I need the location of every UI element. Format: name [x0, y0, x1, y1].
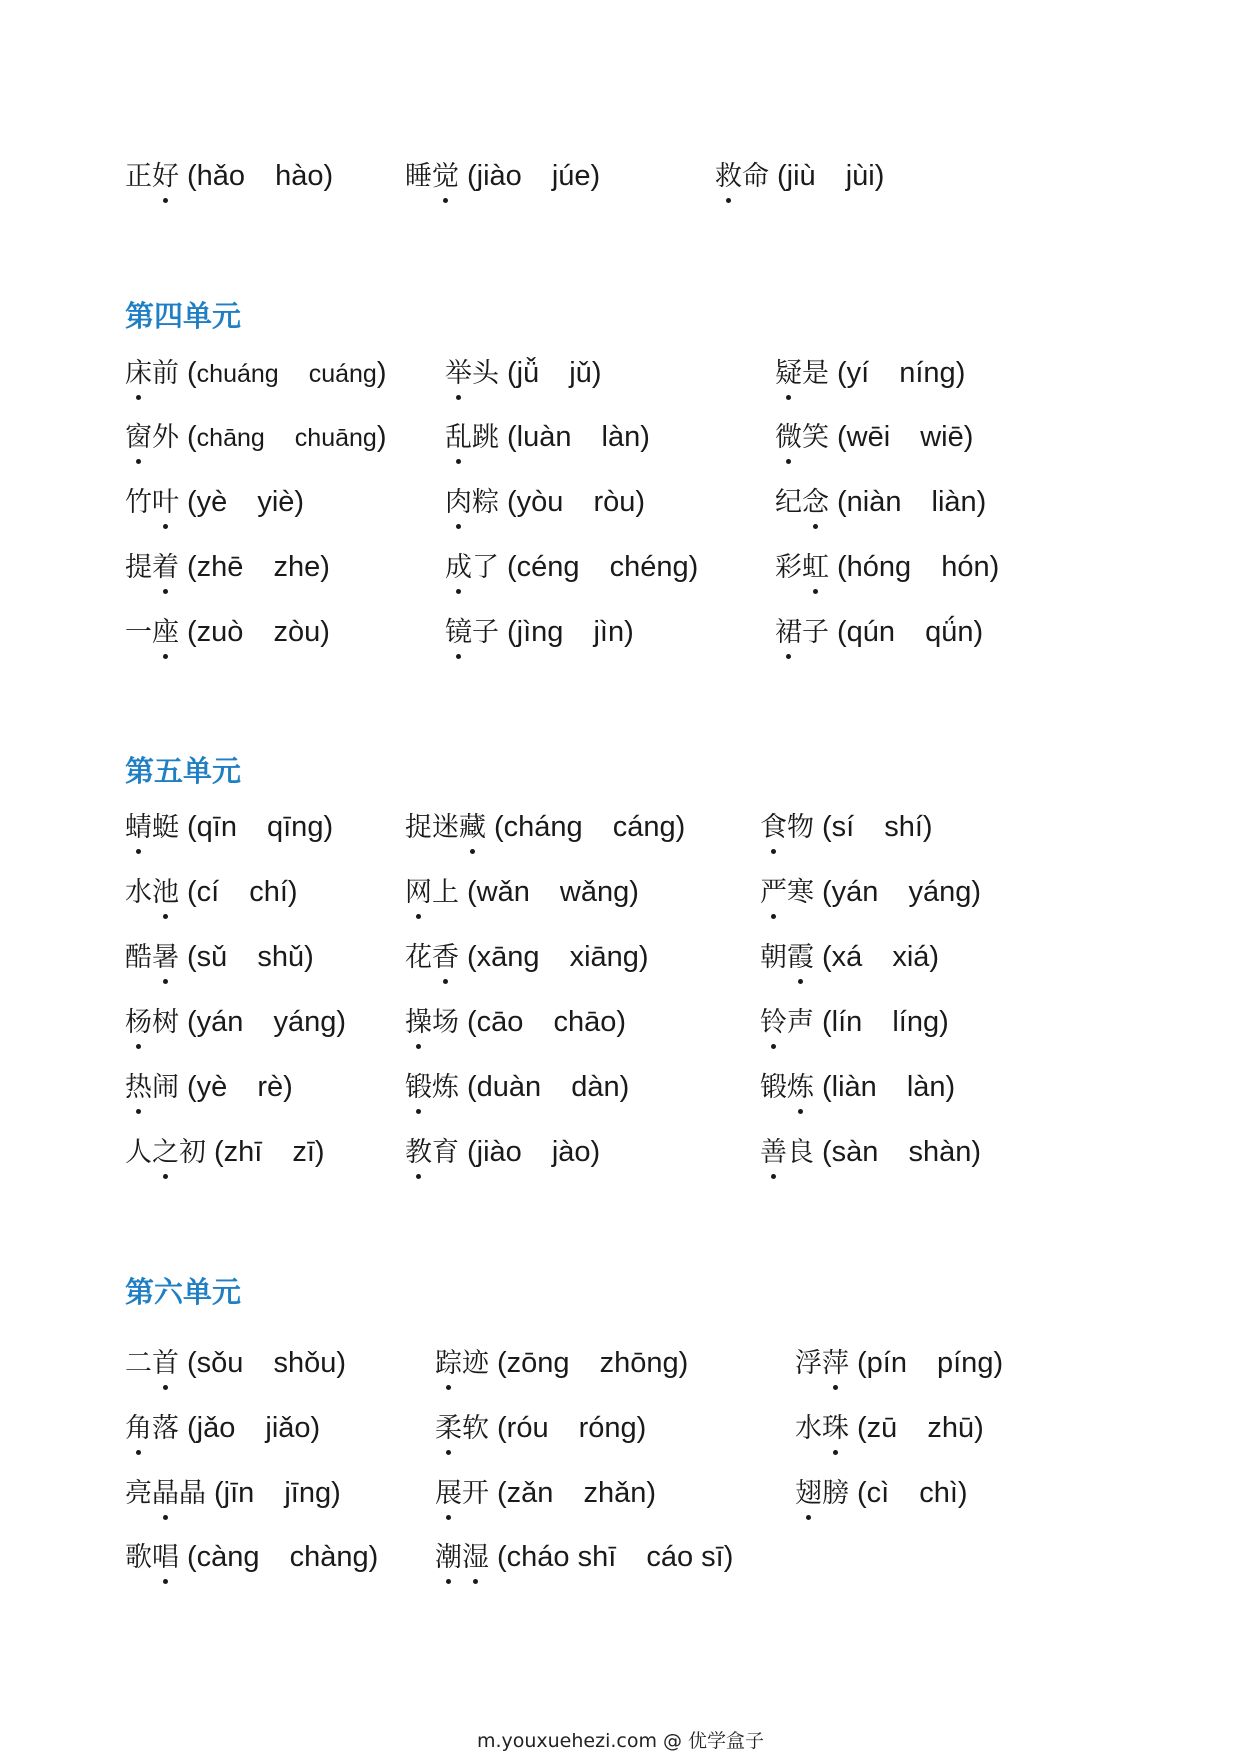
pinyin-choice-item: 善良 (sàn shàn) [760, 1128, 981, 1181]
pinyin-choice-item: 歌唱 (càng chàng) [125, 1533, 378, 1586]
chinese-word: 二首 [125, 1340, 179, 1388]
pinyin-option-b: xiá [892, 941, 930, 973]
pinyin-option-b: ròu [593, 486, 636, 518]
word-row [0, 933, 1241, 981]
pinyin-choice-item: 正好 (hǎo hào) [125, 152, 333, 205]
chinese-word: 踪迹 [435, 1340, 489, 1388]
chinese-word: 朝霞 [760, 934, 814, 982]
chinese-word: 杨树 [125, 999, 179, 1047]
pinyin-choice-item: 纪念 (niàn liàn) [775, 478, 986, 531]
pinyin-option-a: chuáng [196, 360, 279, 388]
pinyin-choice-item: 操场 (cāo chāo) [405, 998, 626, 1051]
pinyin-option-b: shàn [908, 1136, 972, 1168]
chinese-word: 镜子 [445, 609, 499, 657]
pinyin-choice-item: 热闹 (yè rè) [125, 1063, 293, 1116]
pinyin-option-b: chuāng [294, 424, 377, 452]
pinyin-choice-item: 提着 (zhē zhe) [125, 543, 330, 596]
pinyin-option-b: jǔ [569, 357, 592, 389]
pinyin-option-b: yáng [908, 876, 972, 908]
pinyin-choice-item: 水珠 (zū zhū) [795, 1404, 984, 1457]
word-row [0, 543, 1241, 591]
pinyin-choice-item: 锻炼 (duàn dàn) [405, 1063, 629, 1116]
pinyin-option-b: jìn [593, 616, 625, 648]
pinyin-choice-item: 乱跳 (luàn làn) [445, 413, 650, 466]
pinyin-option-b: hón [941, 551, 990, 583]
pinyin-choice-item: 亮晶晶 (jīn jīng) [125, 1469, 341, 1522]
pinyin-option-b: jùi [845, 160, 875, 192]
pinyin-option-a: hóng [846, 551, 912, 583]
chinese-word: 肉粽 [445, 479, 499, 527]
word-row [0, 1469, 1241, 1517]
pinyin-option-a: yán [831, 876, 879, 908]
pinyin-option-b: wǎng [559, 876, 630, 908]
pinyin-option-a: sí [831, 811, 855, 843]
pinyin-option-a: niàn [846, 486, 902, 518]
chinese-word: 一座 [125, 609, 179, 657]
pinyin-choice-item: 网上 (wǎn wǎng) [405, 868, 639, 921]
pinyin-option-a: pín [866, 1347, 907, 1379]
chinese-word: 正好 [125, 153, 179, 201]
pinyin-option-a: luàn [516, 421, 572, 453]
pinyin-choice-item: 花香 (xāng xiāng) [405, 933, 649, 986]
pinyin-option-b: yiè [257, 486, 295, 518]
pinyin-option-a: cí [196, 876, 220, 908]
pinyin-option-a: cāo [476, 1006, 524, 1038]
chinese-word: 水珠 [795, 1405, 849, 1453]
pinyin-choice-item: 窗外 (chāng chuāng) [125, 413, 387, 466]
pinyin-option-a: yán [196, 1006, 244, 1038]
word-row [0, 803, 1241, 851]
chinese-word: 花香 [405, 934, 459, 982]
pinyin-option-b: shǒu [273, 1347, 337, 1379]
pinyin-choice-item: 柔软 (róu róng) [435, 1404, 646, 1457]
pinyin-option-a: hǎo [196, 160, 246, 192]
pinyin-choice-item: 竹叶 (yè yiè) [125, 478, 304, 531]
word-row [0, 478, 1241, 526]
pinyin-option-a: jiào [476, 1136, 522, 1168]
chinese-word: 微笑 [775, 414, 829, 462]
pinyin-option-b: zhe [273, 551, 321, 583]
pinyin-choice-item: 朝霞 (xá xiá) [760, 933, 939, 986]
pinyin-option-a: chāng [196, 424, 265, 452]
chinese-word: 柔软 [435, 1405, 489, 1453]
chinese-word: 歌唱 [125, 1534, 179, 1582]
pinyin-choice-item: 成了 (céng chéng) [445, 543, 698, 596]
pinyin-option-b: cuáng [308, 360, 377, 388]
pinyin-option-a: wǎn [476, 876, 530, 908]
pinyin-option-b: níng [899, 357, 956, 389]
chinese-word: 彩虹 [775, 544, 829, 592]
chinese-word: 窗外 [125, 414, 179, 462]
chinese-word: 亮晶晶 [125, 1470, 206, 1518]
pinyin-option-b: zòu [273, 616, 321, 648]
pinyin-option-a: yè [196, 1071, 228, 1103]
pinyin-choice-item: 床前 (chuáng cuáng) [125, 349, 387, 402]
chinese-word: 乱跳 [445, 414, 499, 462]
pinyin-choice-item: 严寒 (yán yáng) [760, 868, 981, 921]
pinyin-option-b: zhū [927, 1412, 975, 1444]
pinyin-choice-item: 潮湿 (cháo shī cáo sī) [435, 1533, 733, 1586]
pinyin-option-a: xá [831, 941, 863, 973]
pinyin-option-b: zhōng [599, 1347, 679, 1379]
chinese-word: 成了 [445, 544, 499, 592]
pinyin-option-a: xāng [476, 941, 540, 973]
pinyin-option-a: sǒu [196, 1347, 244, 1379]
chinese-word: 教育 [405, 1129, 459, 1177]
chinese-word: 水池 [125, 869, 179, 917]
pinyin-option-a: sàn [831, 1136, 879, 1168]
pinyin-choice-item: 救命 (jiù jùi) [715, 152, 884, 205]
pinyin-option-b: yáng [273, 1006, 337, 1038]
pinyin-choice-item: 人之初 (zhī zī) [125, 1128, 325, 1181]
pinyin-choice-item: 裙子 (qún qǘn) [775, 608, 983, 661]
pinyin-option-a: càng [196, 1541, 260, 1573]
pinyin-option-b: shí [884, 811, 923, 843]
pinyin-option-b: chéng [609, 551, 689, 583]
pinyin-option-b: jīng [284, 1477, 332, 1509]
pinyin-option-b: píng [937, 1347, 994, 1379]
pinyin-option-a: zhē [196, 551, 244, 583]
chinese-word: 床前 [125, 350, 179, 398]
chinese-word: 裙子 [775, 609, 829, 657]
word-row [0, 1339, 1241, 1387]
pinyin-option-b: làn [601, 421, 641, 453]
pinyin-choice-item: 浮萍 (pín píng) [795, 1339, 1003, 1392]
pinyin-choice-item: 二首 (sǒu shǒu) [125, 1339, 346, 1392]
pinyin-option-b: cáng [612, 811, 676, 843]
pinyin-option-a: lín [831, 1006, 863, 1038]
pinyin-choice-item: 举头 (jǚ jǔ) [445, 349, 602, 402]
pinyin-option-b: qǘn [925, 616, 974, 648]
pinyin-option-a: cháo shī [506, 1541, 617, 1573]
pinyin-option-a: jǎo [196, 1412, 236, 1444]
chinese-word: 展开 [435, 1470, 489, 1518]
pinyin-option-a: zhī [223, 1136, 263, 1168]
pinyin-option-a: liàn [831, 1071, 877, 1103]
pinyin-choice-item: 疑是 (yí níng) [775, 349, 965, 402]
pinyin-option-a: duàn [476, 1071, 542, 1103]
pinyin-choice-item: 杨树 (yán yáng) [125, 998, 346, 1051]
pinyin-choice-item: 踪迹 (zōng zhōng) [435, 1339, 688, 1392]
section-title: 第四单元 [125, 299, 242, 333]
pinyin-option-b: xiāng [569, 941, 639, 973]
chinese-word: 善良 [760, 1129, 814, 1177]
word-row [0, 413, 1241, 461]
chinese-word: 铃声 [760, 999, 814, 1047]
chinese-word: 睡觉 [405, 153, 459, 201]
pinyin-option-a: qīn [196, 811, 237, 843]
pinyin-option-b: chàng [289, 1541, 369, 1573]
pinyin-option-a: jìng [516, 616, 564, 648]
pinyin-option-a: zōng [506, 1347, 570, 1379]
pinyin-choice-item: 彩虹 (hóng hón) [775, 543, 999, 596]
pinyin-option-a: róu [506, 1412, 549, 1444]
top-row [0, 152, 1241, 200]
pinyin-choice-item: 教育 (jiào jào) [405, 1128, 600, 1181]
pinyin-option-a: cì [866, 1477, 890, 1509]
chinese-word: 角落 [125, 1405, 179, 1453]
pinyin-option-b: jiǎo [265, 1412, 311, 1444]
chinese-word: 疑是 [775, 350, 829, 398]
section-title: 第六单元 [125, 1275, 242, 1309]
chinese-word: 热闹 [125, 1064, 179, 1112]
pinyin-option-a: yè [196, 486, 228, 518]
pinyin-option-b: chí [249, 876, 288, 908]
pinyin-option-b: rè [257, 1071, 284, 1103]
pinyin-choice-item: 水池 (cí chí) [125, 868, 298, 921]
chinese-word: 提着 [125, 544, 179, 592]
pinyin-choice-item: 蜻蜓 (qīn qīng) [125, 803, 333, 856]
chinese-word: 救命 [715, 153, 769, 201]
chinese-word: 蜻蜓 [125, 804, 179, 852]
pinyin-option-b: hào [275, 160, 324, 192]
chinese-word: 锻炼 [760, 1064, 814, 1112]
chinese-word: 捉迷藏 [405, 804, 486, 852]
chinese-word: 纪念 [775, 479, 829, 527]
pinyin-option-a: yí [846, 357, 870, 389]
word-row [0, 1404, 1241, 1452]
chinese-word: 酷暑 [125, 934, 179, 982]
pinyin-choice-item: 展开 (zǎn zhǎn) [435, 1469, 656, 1522]
chinese-word: 食物 [760, 804, 814, 852]
word-row [0, 1128, 1241, 1176]
pinyin-option-a: zū [866, 1412, 898, 1444]
chinese-word: 网上 [405, 869, 459, 917]
footer-source: m.youxuehezi.com @ 优学盒子 [476, 1730, 765, 1752]
pinyin-option-a: zǎn [506, 1477, 554, 1509]
pinyin-choice-item: 角落 (jǎo jiǎo) [125, 1404, 320, 1457]
pinyin-option-b: shǔ [257, 941, 305, 973]
chinese-word: 锻炼 [405, 1064, 459, 1112]
pinyin-choice-item: 捉迷藏 (cháng cáng) [405, 803, 685, 856]
chinese-word: 竹叶 [125, 479, 179, 527]
pinyin-option-b: róng [578, 1412, 637, 1444]
pinyin-choice-item: 酷暑 (sǔ shǔ) [125, 933, 314, 986]
pinyin-option-a: wēi [846, 421, 891, 453]
pinyin-option-a: cháng [503, 811, 583, 843]
word-row [0, 608, 1241, 656]
pinyin-option-b: wiē [920, 421, 964, 453]
pinyin-option-b: zī [292, 1136, 315, 1168]
pinyin-option-b: jào [551, 1136, 591, 1168]
pinyin-choice-item: 一座 (zuò zòu) [125, 608, 330, 661]
pinyin-choice-item: 肉粽 (yòu ròu) [445, 478, 645, 531]
pinyin-option-a: céng [516, 551, 580, 583]
pinyin-choice-item: 翅膀 (cì chì) [795, 1469, 968, 1522]
word-row [0, 1063, 1241, 1111]
word-row [0, 868, 1241, 916]
pinyin-option-b: cáo sī [646, 1541, 724, 1573]
pinyin-option-b: qīng [267, 811, 324, 843]
pinyin-option-b: liàn [931, 486, 977, 518]
pinyin-option-a: jiù [786, 160, 816, 192]
chinese-word: 操场 [405, 999, 459, 1047]
chinese-word: 举头 [445, 350, 499, 398]
pinyin-option-b: líng [892, 1006, 940, 1038]
pinyin-option-b: chāo [553, 1006, 617, 1038]
pinyin-option-b: chì [919, 1477, 958, 1509]
pinyin-choice-item: 食物 (sí shí) [760, 803, 933, 856]
pinyin-option-a: jīn [223, 1477, 255, 1509]
pinyin-choice-item: 锻炼 (liàn làn) [760, 1063, 955, 1116]
pinyin-option-a: jiào [476, 160, 522, 192]
section-title: 第五单元 [125, 754, 242, 788]
chinese-word: 翅膀 [795, 1470, 849, 1518]
pinyin-choice-item: 铃声 (lín líng) [760, 998, 949, 1051]
word-row [0, 349, 1241, 397]
pinyin-option-b: zhǎn [583, 1477, 647, 1509]
word-row [0, 998, 1241, 1046]
pinyin-option-b: júe [551, 160, 591, 192]
chinese-word: 浮萍 [795, 1340, 849, 1388]
pinyin-option-a: yòu [516, 486, 564, 518]
pinyin-choice-item: 微笑 (wēi wiē) [775, 413, 973, 466]
chinese-word: 潮湿 [435, 1534, 489, 1582]
pinyin-option-b: làn [906, 1071, 946, 1103]
pinyin-choice-item: 睡觉 (jiào júe) [405, 152, 600, 205]
pinyin-option-a: sǔ [196, 941, 228, 973]
chinese-word: 人之初 [125, 1129, 206, 1177]
pinyin-option-b: dàn [571, 1071, 620, 1103]
pinyin-option-a: zuò [196, 616, 244, 648]
pinyin-option-a: qún [846, 616, 896, 648]
word-row [0, 1533, 1241, 1581]
pinyin-choice-item: 镜子 (jìng jìn) [445, 608, 634, 661]
chinese-word: 严寒 [760, 869, 814, 917]
pinyin-option-a: jǚ [516, 357, 540, 389]
